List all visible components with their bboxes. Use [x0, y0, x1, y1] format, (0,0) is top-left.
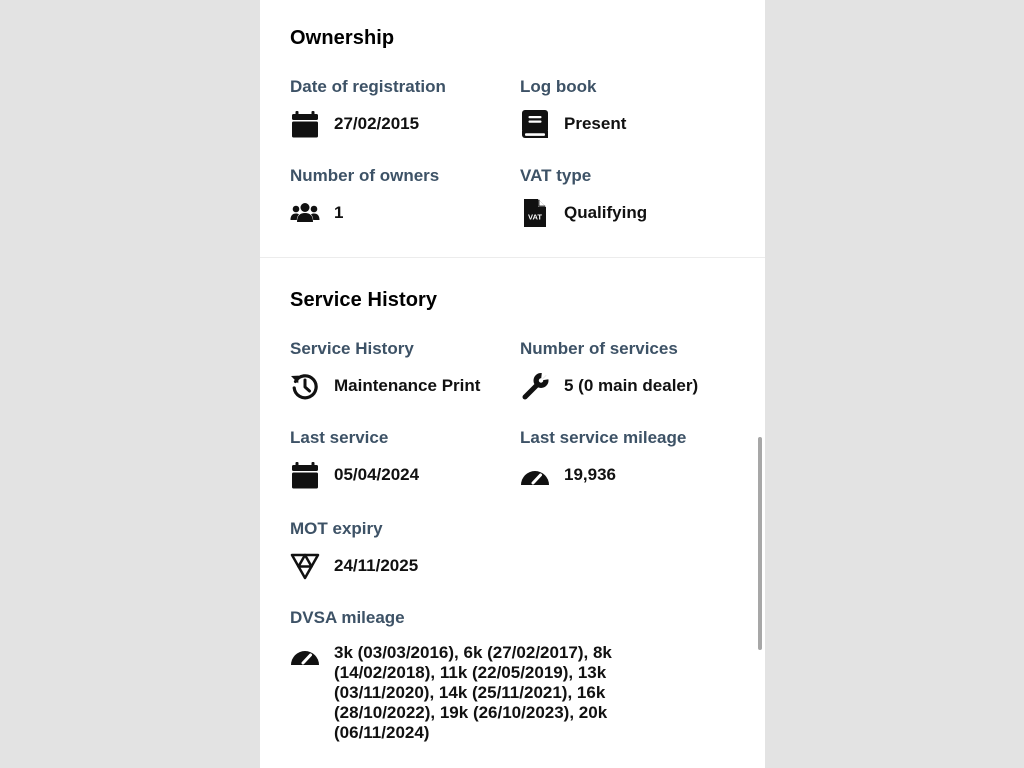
vat-type-value: Qualifying: [564, 203, 648, 222]
last-service-value: 05/04/2024: [334, 465, 420, 484]
calendar-icon: [290, 109, 320, 139]
number-of-services-field: [520, 339, 698, 401]
last-service-field: [290, 428, 419, 490]
log-book-field: [520, 77, 626, 139]
speedometer-icon: [520, 460, 550, 490]
calendar-icon: [290, 460, 320, 490]
ownership-title: Ownership: [290, 27, 395, 49]
scrollbar-thumb[interactable]: [758, 437, 762, 650]
vat-type-field: [520, 166, 647, 228]
service-history-section: [260, 258, 765, 768]
wrench-icon: [520, 371, 550, 401]
last-service-mileage-value: 19,936: [564, 465, 616, 484]
number-of-owners-label: Number of owners: [290, 166, 440, 185]
vehicle-details-panel: [260, 0, 765, 768]
speedometer-icon: [290, 640, 320, 670]
log-book-label: Log book: [520, 77, 597, 96]
service-history-field: [290, 339, 480, 401]
log-book-value: Present: [564, 114, 627, 133]
number-of-owners-value: 1: [334, 203, 344, 222]
users-icon: [290, 198, 320, 228]
mot-expiry-value: 24/11/2025: [334, 556, 419, 575]
service-history-label: Service History: [290, 339, 414, 358]
date-of-registration-label: Date of registration: [290, 77, 446, 96]
history-icon: [290, 371, 320, 401]
vat-document-icon: [520, 198, 550, 228]
number-of-services-label: Number of services: [520, 339, 678, 358]
service-history-title: Service History: [290, 289, 438, 311]
service-history-value: Maintenance Print: [334, 376, 481, 395]
dvsa-mileage-field: [290, 608, 654, 743]
number-of-owners-field: [290, 166, 439, 228]
mot-expiry-field: [290, 519, 418, 581]
vat-type-label: VAT type: [520, 166, 592, 185]
dvsa-mileage-label: DVSA mileage: [290, 608, 405, 627]
ownership-section: [260, 0, 765, 258]
date-of-registration-field: [290, 77, 446, 139]
vat-icon-text: VAT: [528, 212, 542, 222]
dvsa-mileage-value: 3k (03/03/2016), 6k (27/02/2017), 8k (14/02/2018), 11k (22/05/2019), 13k (03/11/2020), 14k (25/11/2021), 16k (28/10/2022), 19k (26/10/2023), 20k (06/11/2024): [334, 643, 612, 742]
book-icon: [520, 109, 550, 139]
mot-triangles-icon: [290, 551, 320, 581]
last-service-mileage-field: [520, 428, 686, 490]
last-service-mileage-label: Last service mileage: [520, 428, 687, 447]
last-service-label: Last service: [290, 428, 389, 447]
number-of-services-value: 5 (0 main dealer): [564, 376, 699, 395]
date-of-registration-value: 27/02/2015: [334, 114, 420, 133]
mot-expiry-label: MOT expiry: [290, 519, 383, 538]
